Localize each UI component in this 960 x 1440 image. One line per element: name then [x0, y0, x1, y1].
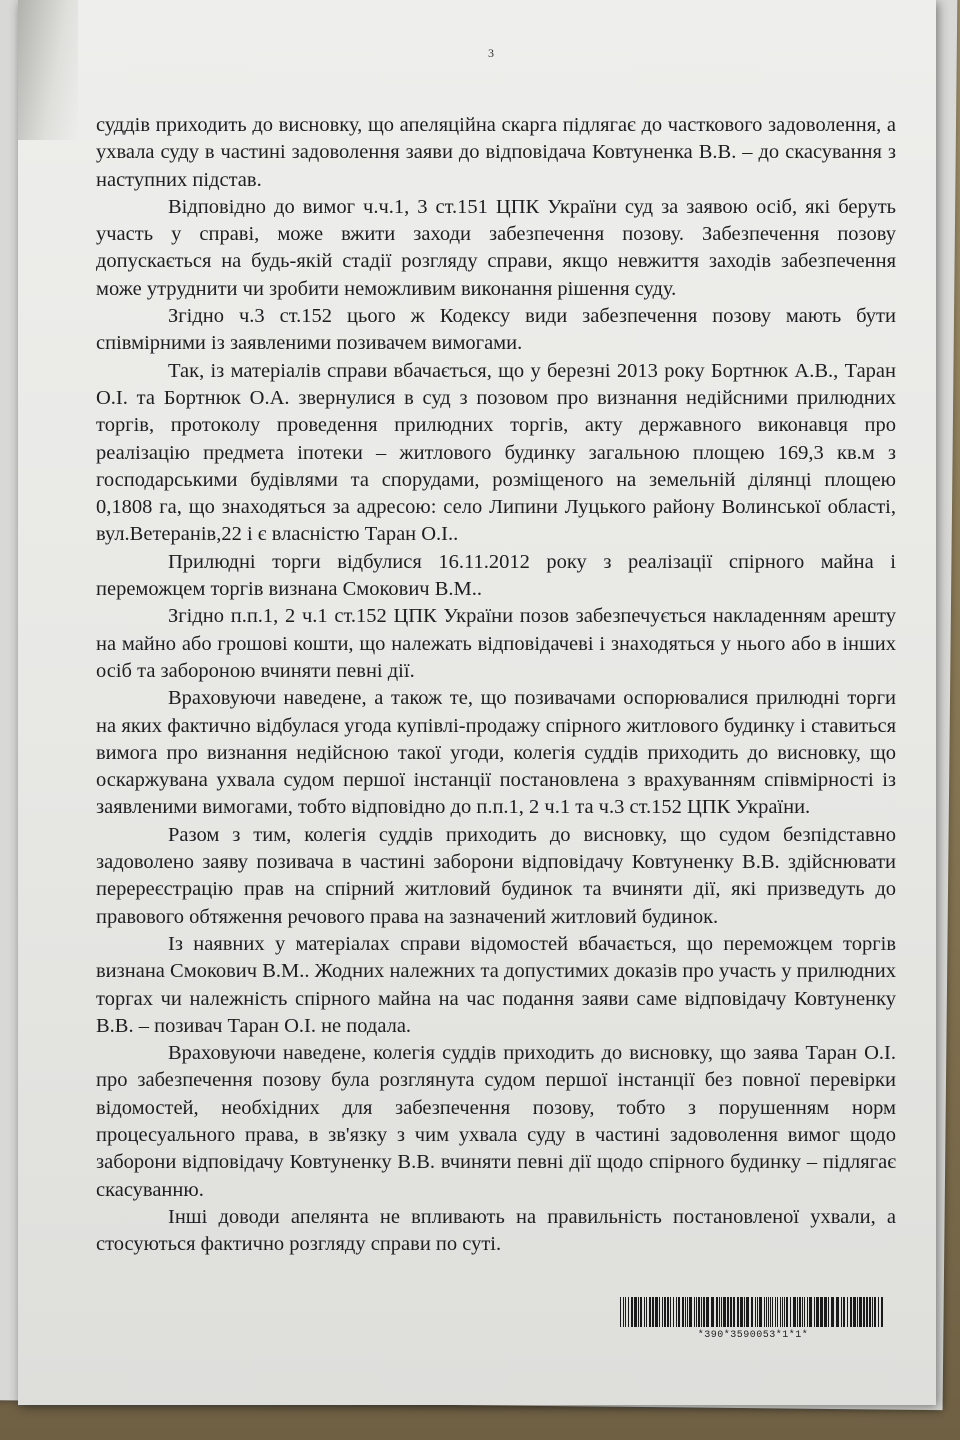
barcode-bar	[847, 1297, 848, 1327]
barcode-bar	[638, 1297, 639, 1327]
barcode-bar	[682, 1297, 684, 1327]
barcode-bar	[836, 1297, 839, 1327]
barcode-bar	[878, 1297, 879, 1327]
barcode-bar	[723, 1297, 726, 1327]
paragraph-11: Інші доводи апелянта не впливають на правильність постановленої ухвали, а стосуються фактично розгляду справи по суті.	[96, 1205, 896, 1256]
barcode-bar	[786, 1297, 788, 1327]
barcode-bar	[625, 1297, 626, 1327]
barcode-bar	[716, 1297, 718, 1327]
document-page	[18, 0, 936, 1405]
barcode-bar	[719, 1297, 720, 1327]
barcode-bar	[824, 1297, 827, 1327]
barcode-bar	[662, 1297, 663, 1327]
barcode-bar	[857, 1297, 858, 1327]
barcode-bar	[730, 1297, 732, 1327]
barcode-bar	[649, 1297, 651, 1327]
barcode-bar	[744, 1297, 745, 1327]
barcode-bar	[746, 1297, 749, 1327]
paragraph-1: суддів приходить до висновку, що апеляційна скарга підлягає до часткового задоволення, а ухвала суду в частині задоволення заяви до відповідача Ковтуненка В.В. – до скасування з наступних підстав.	[96, 114, 896, 191]
barcode-bar	[631, 1297, 633, 1327]
barcode-bar	[646, 1297, 647, 1327]
barcode-bar	[667, 1297, 669, 1327]
barcode-bar	[759, 1297, 762, 1327]
barcode-bar	[799, 1297, 801, 1327]
barcode-bar	[689, 1297, 692, 1327]
barcode-bar	[814, 1297, 815, 1327]
barcode-bar	[872, 1297, 873, 1327]
barcode-bar	[664, 1297, 666, 1327]
barcode-bar	[640, 1297, 642, 1327]
barcode-bar	[737, 1297, 739, 1327]
barcode-bar	[820, 1297, 823, 1327]
barcode-bar	[701, 1297, 702, 1327]
barcode-bar	[687, 1297, 688, 1327]
paragraph-4: Так, із матеріалів справи вбачається, що у березні 2013 року Бортнюк А.В., Таран О.І. та Бортнюк О.А. звернулися в суд з позовом про визнання недійсними прилюдних торгів, протоколу проведення прилюдних торгів, акту державного виконавця про реалізацію предмета іпотеки – житлового будинку загальною площею 169,3 кв.м з господарськими будівлями та спорудами, розміщеного на земельній ділянці площею 0,1808 га, що знаходяться за адресою: село Липини Луцького району Волинської області, вул.Ветеранів,22 і є власністю Таран О.І..	[96, 359, 896, 546]
barcode-bar	[768, 1297, 769, 1327]
paragraph-3: Згідно ч.3 ст.152 цього ж Кодексу види забезпечення позову мають бути співмірними із заявленими позивачем вимогами.	[96, 305, 896, 355]
paragraph-9: Із наявних у матеріалах справи відомостей вбачається, що переможцем торгів визнана Смокович В.М.. Жодних належних та допустимих доказів про участь у прилюдних торгах чи належність спірного майна на час подання заяви саме відповідачу Ковтуненку В.В. – позивач Таран О.І. не подала.	[96, 932, 896, 1037]
barcode-bar	[670, 1297, 671, 1327]
barcode-bar	[784, 1297, 785, 1327]
paragraph-2: Відповідно до вимог ч.ч.1, 3 ст.151 ЦПК України суд за заявою осіб, які беруть участь у справі, може вжити заходи забезпечення позову. Забезпечення позову допускається на будь-якій стадії розгляду справи, якщо невжиття заходів забезпечення може утруднити чи зробити неможливим виконання рішення суду.	[96, 195, 896, 300]
paragraph-10: Враховуючи наведене, колегія суддів приходить до висновку, що заява Таран О.І. про забезпечення позову була розглянута судом першої інстанції без повної перевірки відомостей, необхідних для забезпечення позову, тобто з порушенням норм процесуального права, в зв'язку з чим ухвала суду в частині задоволення вимог щодо заборони відповідачу Ковтуненку В.В. вчиняти певні дії щодо спірного будинку – підлягає скасуванню.	[96, 1042, 896, 1201]
barcode-bar	[678, 1297, 680, 1327]
paragraph-5: Прилюдні торги відбулися 16.11.2012 року з реалізації спірного майна і переможцем торгів визнана Смокович В.М..	[96, 550, 896, 601]
barcode-bar	[721, 1297, 722, 1327]
barcode-bar	[764, 1297, 765, 1327]
barcode-bar	[780, 1297, 781, 1327]
barcode-bar	[696, 1297, 697, 1327]
paragraph-7: Враховуючи наведене, а також те, що позивачами оспорювалися прилюдні торги на яких фактично відбулася угода купівлі-продажу спірного житлового будинку і ставиться вимога про визнання недійсною такої угоди, колегія суддів приходить до висновку, що оскаржувана ухвала судом першої інстанції постановлена з врахуванням співмірності із заявленими вимогами, тобто відповідно до п.п.1, 2 ч.1 та ч.3 ст.152 ЦПК України.	[96, 687, 896, 819]
barcode-bar	[797, 1297, 798, 1327]
barcode-bar	[863, 1297, 865, 1327]
barcode-bar	[733, 1297, 735, 1327]
barcode	[618, 1297, 888, 1345]
barcode-bar	[831, 1297, 834, 1327]
barcode-bar	[866, 1297, 868, 1327]
paragraph-6: Згідно п.п.1, 2 ч.1 ст.152 ЦПК України позов забезпечується накладенням арешту на майно або грошові кошти, що належать відповідачеві і знаходяться у нього або в інших осіб та забороною вчиняти певні дії.	[96, 605, 896, 682]
barcode-bar	[659, 1297, 660, 1327]
page-number: 3	[488, 46, 494, 60]
barcode-bars	[618, 1297, 888, 1329]
document-body	[96, 112, 896, 1258]
barcode-bar	[652, 1297, 654, 1327]
paragraph-8: Разом з тим, колегія суддів приходить до висновку, що судом безпідставно задоволено заяву позивача в частині заборони відповідачу Ковтуненку В.В. здійснювати перереєстрацію прав на спірний житловий будинок та вчиняти дії, які призведуть до правового обтяження речового права на зазначений житловий будинок.	[96, 823, 896, 928]
barcode-bar	[757, 1297, 758, 1327]
barcode-bar	[841, 1297, 842, 1327]
barcode-bar	[777, 1297, 778, 1327]
barcode-bar	[828, 1297, 829, 1327]
barcode-bar	[676, 1297, 677, 1327]
barcode-bar	[655, 1297, 658, 1327]
barcode-bar	[853, 1297, 856, 1327]
barcode-number: *390*3590053*1*1*	[697, 1330, 809, 1341]
barcode-bar	[843, 1297, 845, 1327]
barcode-bar	[770, 1297, 771, 1327]
barcode-bar	[793, 1297, 796, 1327]
barcode-bar	[694, 1297, 695, 1327]
barcode-bar	[881, 1297, 883, 1327]
barcode-bar	[628, 1297, 629, 1327]
barcode-bar	[620, 1297, 621, 1327]
barcode-bar	[727, 1297, 729, 1327]
barcode-bar	[740, 1297, 743, 1327]
barcode-bar	[782, 1297, 783, 1327]
barcode-bar	[706, 1297, 709, 1327]
barcode-bar	[685, 1297, 686, 1327]
barcode-bar	[850, 1297, 852, 1327]
barcode-bar	[790, 1297, 791, 1327]
barcode-bar	[766, 1297, 767, 1327]
barcode-bar	[703, 1297, 705, 1327]
barcode-bar	[874, 1297, 876, 1327]
barcode-bar	[809, 1297, 812, 1327]
barcode-bar	[869, 1297, 871, 1327]
barcode-bar	[634, 1297, 637, 1327]
barcode-bar	[802, 1297, 803, 1327]
barcode-bar	[623, 1297, 624, 1327]
folded-corner-shadow	[18, 0, 78, 140]
barcode-bar	[859, 1297, 862, 1327]
barcode-bar	[772, 1297, 773, 1327]
barcode-bar	[775, 1297, 776, 1327]
barcode-bar	[698, 1297, 700, 1327]
barcode-bar	[711, 1297, 714, 1327]
barcode-bar	[755, 1297, 756, 1327]
barcode-bar	[751, 1297, 753, 1327]
barcode-bar	[673, 1297, 674, 1327]
barcode-bar	[816, 1297, 819, 1327]
barcode-bar	[807, 1297, 808, 1327]
barcode-bar	[644, 1297, 645, 1327]
barcode-bar	[804, 1297, 805, 1327]
